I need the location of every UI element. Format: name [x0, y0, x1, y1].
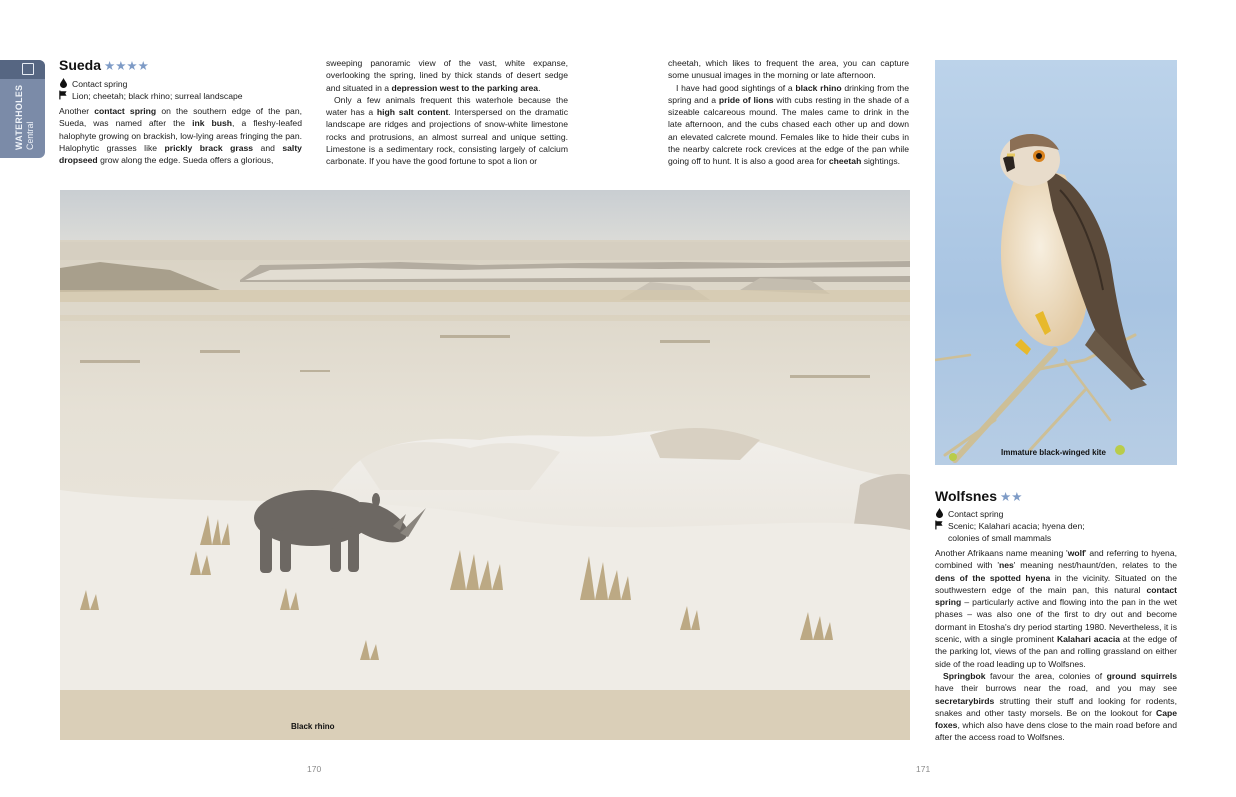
bird-caption: Immature black-winged kite: [1001, 448, 1106, 457]
sueda-paragraph-2: [326, 94, 568, 168]
emphasis-text: prickly brack grass: [164, 142, 254, 153]
body-text: grow along the edge. Sueda offers a glorious,: [97, 155, 274, 166]
body-text: – particularly active and flowing into the pan in the wet phases – was also one of the first to dry out and become dormant in Etosha's dry period starting 1980. Nevertheless, it is scenic, with a single prominent: [935, 597, 1177, 645]
emphasis-text: depression west to the parking area: [391, 82, 539, 93]
emphasis-text: cheetah: [828, 156, 862, 167]
body-text: sweeping panoramic view of the vast, white expanse, overlooking the spring, lined by thick stands of desert sedge and situated in a: [326, 58, 568, 93]
body-text: ' and referring to hyena, combined with ': [935, 548, 1177, 571]
section-region: Central: [24, 121, 35, 150]
section-tab-label: [14, 85, 35, 150]
emphasis-text: salty dropseed: [59, 142, 302, 166]
body-text: sightings.: [861, 156, 901, 167]
wolfsnes-paragraph-1: [935, 547, 1177, 670]
rhino-caption: Black rhino: [291, 722, 335, 731]
page-number-left: 170: [307, 764, 322, 774]
body-text: with cubs resting in the shade of a sizeable calcareous mound. The males came to drink in the late afternoon, and the cubs chased each other up and down an elevated calcrete mound. Females like to hide their cubs in the nearby calcrete rock crevices at the edge of the pan while going off to hunt. It is also a good area for: [668, 94, 910, 167]
body-text: have their burrows near the road, and you may see: [935, 683, 1177, 694]
section-name: WATERHOLES: [14, 84, 24, 150]
flag-icon: [935, 520, 943, 530]
body-text: at the edge of the parking lot, views of the pan and rolling grassland on either side of the road leading up to Wolfsnes.: [935, 634, 1177, 669]
sueda-water-type: Contact spring: [59, 78, 304, 90]
body-text: Only a few animals frequent this waterhole because the water has a: [326, 94, 568, 118]
sueda-paragraph-3: [668, 82, 909, 168]
sueda-column-2: [326, 57, 568, 168]
wolfsnes-highlights: Scenic; Kalahari acacia; hyena den; colonies of small mammals: [935, 520, 1177, 544]
emphasis-text: wolf: [1067, 548, 1085, 558]
wolfsnes-body: [935, 547, 1177, 744]
body-text: I have had good sightings of a: [676, 82, 796, 93]
emphasis-text: high salt content: [376, 107, 449, 118]
emphasis-text: Springbok: [943, 670, 986, 681]
emphasis-text: contact spring: [935, 584, 1177, 608]
emphasis-text: Kalahari acacia: [1056, 634, 1121, 645]
emphasis-text: dens of the spotted hyena: [935, 572, 1051, 583]
emphasis-text: secretarybirds: [935, 695, 995, 706]
wolfsnes-paragraph-2: [935, 670, 1177, 744]
sueda-title: Sueda: [59, 57, 102, 73]
body-text: .: [538, 82, 541, 93]
emphasis-text: black rhino: [795, 82, 842, 93]
body-text: drinking from the spring and a: [668, 82, 909, 105]
emphasis-text: pride of lions: [718, 94, 774, 105]
emphasis-text: contact spring: [94, 106, 157, 116]
sueda-rating: ★★★★: [104, 58, 149, 73]
body-text: in the vicinity. Situated on the southwestern edge of the main pan, this natural: [935, 572, 1177, 595]
wolfsnes-title: Wolfsnes: [935, 488, 997, 504]
sueda-header: [59, 57, 304, 102]
emphasis-text: ink bush: [192, 118, 233, 129]
sueda-column-3: [668, 57, 909, 168]
body-text: , which also have dens close to the main road before and after the access road to Wolfsnes.: [935, 720, 1177, 743]
sueda-paragraph-2-continued: [668, 57, 909, 82]
emphasis-text: ground squirrels: [1106, 670, 1177, 681]
body-text: Another: [59, 106, 95, 116]
page-number-right: 171: [916, 764, 931, 774]
wolfsnes-rating: ★★: [999, 489, 1023, 504]
sueda-highlights: Lion; cheetah; black rhino; surreal landscape: [59, 90, 304, 102]
rhino-photo: [60, 190, 910, 740]
body-text: and: [253, 142, 283, 153]
wolfsnes-water-type: Contact spring: [935, 508, 1177, 520]
book-icon: [22, 63, 34, 75]
body-text: favour the area, colonies of: [985, 670, 1107, 681]
sueda-column-1: [59, 105, 302, 166]
sueda-paragraph-1-continued: [326, 57, 568, 94]
water-drop-icon: [935, 508, 943, 518]
body-text: ' meaning nest/haunt/den, relates to the: [1013, 560, 1177, 571]
emphasis-text: nes: [998, 560, 1014, 571]
body-text: on the southern edge of the pan, Sueda, was named after the: [59, 106, 302, 129]
sueda-paragraph-1: [59, 105, 302, 166]
emphasis-text: Cape foxes: [935, 707, 1177, 731]
body-text: . Interspersed on the dramatic landscape are ridges and projections of snow-white limestone rocks and protrusions, an almost surreal and unique setting. Limestone is a sedimentary rock, consisting largely of calcium carbonate. If you have the good fortune to spot a lion or: [326, 107, 569, 167]
body-text: strutting their stuff and looking for rodents, snakes and other tasty morsels. Be on the lookout for: [935, 695, 1177, 718]
wolfsnes-header: [935, 488, 1177, 544]
body-text: Another Afrikaans name meaning ': [935, 548, 1068, 558]
bird-photo: [935, 60, 1177, 465]
water-drop-icon: [59, 78, 67, 88]
body-text: , a fleshy-leafed halophyte growing on brackish, low-lying areas fringing the pan. Halophytic grasses like: [59, 118, 302, 153]
flag-icon: [59, 90, 67, 100]
body-text: cheetah, which likes to frequent the area, you can capture some unusual images in the morning or late afternoon.: [668, 58, 909, 81]
